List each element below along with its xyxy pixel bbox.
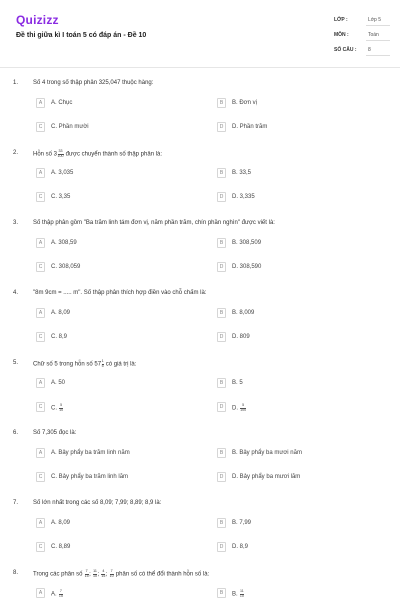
grade-underline [366,25,390,26]
question-count-value: 8 [368,47,371,53]
option-label: A. 308,59 [51,240,77,246]
option-label: A. 8,09 [51,310,71,316]
option-key-box[interactable]: A [36,98,45,108]
question-text-before: Hỗn số 3 [33,151,58,158]
option-key-box[interactable]: B [217,168,226,178]
question-number: 8. [13,570,19,576]
option-text [51,520,70,526]
question-fraction: $\frac{11}{10}$ [92,569,97,578]
option-text [51,590,63,598]
option-label: D. 3,335 [232,194,255,200]
option-label: B. [232,591,238,598]
option-key-box[interactable]: A [36,238,45,248]
option-key-box[interactable]: D [217,402,226,412]
option-text [51,334,67,340]
option-fraction: $\frac{11}{10}$ [239,589,244,598]
option-text [232,474,300,480]
option-label: A. 50 [51,380,66,386]
option-text [51,264,80,270]
question-text-after: có giá trị là: [104,361,137,368]
option-key-box[interactable]: C [36,332,45,342]
option-key-box[interactable]: C [36,192,45,202]
question-text: Trong các phân số $\frac{7}{15}$ ; $\frac{11}{10}$ ; $\frac{4}{15}$ ; $\frac{7}{10}$ phân số có thể đổi thành hỗn số là: [33,569,210,578]
option-text [232,450,302,456]
option-text [232,544,248,550]
option-text [232,590,244,598]
question-number: 5. [13,360,19,366]
option-text [51,380,65,386]
option-label: C. 308,059 [51,264,81,270]
option-key-box[interactable]: B [217,448,226,458]
option-text [232,520,251,526]
option-text [232,334,250,340]
option-key-box[interactable]: A [36,378,45,388]
question-text: "8m 9cm = ..... m". Số thập phân thích hợp điền vào chỗ chấm là: [33,290,207,296]
option-label: A. 8,09 [51,520,71,526]
option-text [232,194,255,200]
question-number: 4. [13,290,19,296]
option-text [232,100,257,106]
option-label: C. [51,405,57,412]
option-label: C. 8,9 [51,334,68,340]
option-label: B. 7,99 [232,520,252,526]
question-text-before: Trong các phân số [33,571,85,578]
option-label: D. Bảy phẩy ba mươi lăm [232,474,301,480]
option-label: B. Đơn vị [232,100,257,106]
option-text [51,310,70,316]
option-text [51,474,128,480]
option-key-box[interactable]: D [217,472,226,482]
grade-value: Lớp 5 [368,17,382,23]
option-key-box[interactable]: D [217,542,226,552]
question-fraction: $\frac{1}{5}$ [101,359,104,368]
option-label: A. 3,035 [51,170,74,176]
question-text [33,360,383,368]
page-title: Đề thi giữa kì I toán 5 có đáp án - Đề 10 [16,32,147,39]
option-label: B. Bảy phẩy ba mươi năm [232,450,302,456]
option-key-box[interactable]: B [217,98,226,108]
option-label: A. Bảy phẩy ba trăm linh năm [51,450,130,456]
option-key-box[interactable]: A [36,448,45,458]
option-fraction: $\frac{5}{100}$ [240,403,247,412]
question-text: Số thập phân gồm "Ba trăm linh tám đơn vị, năm phần trăm, chín phần nghìn" được viết là: [33,220,275,226]
option-label: C. Phần mười [51,124,89,130]
subject-value: Toán [368,32,379,38]
option-key-box[interactable]: C [36,472,45,482]
option-key-box[interactable]: D [217,122,226,132]
option-key-box[interactable]: D [217,332,226,342]
option-text [51,450,130,456]
option-text [51,404,64,412]
option-label: A. Chục [51,100,73,106]
option-key-box[interactable]: C [36,542,45,552]
option-text [51,544,70,550]
question-text: Số 4 trong số thập phân 325,047 thuộc hàng: [33,80,154,86]
option-text [232,170,251,176]
question-fraction: $\frac{7}{15}$ [84,569,89,578]
option-key-box[interactable]: C [36,122,45,132]
option-label: D. 308,590 [232,264,262,270]
option-key-box[interactable]: D [217,262,226,272]
option-label: B. 8,009 [232,310,255,316]
worksheet-header [0,0,400,68]
option-text [232,264,261,270]
option-key-box[interactable]: C [36,262,45,272]
question-text-before: Chữ số 5 trong hỗn số 57 [33,361,102,368]
question-count-underline [366,55,390,56]
question-number: 7. [13,500,19,506]
option-label: C. Bảy phẩy ba trăm linh lăm [51,474,129,480]
option-label: D. 809 [232,334,250,340]
question-count-label: SỐ CÂU : [334,47,357,53]
option-text [232,310,254,316]
option-text [51,194,70,200]
option-text [232,240,261,246]
question-number: 3. [13,220,19,226]
option-label: C. 3,35 [51,194,71,200]
option-label: A. [51,591,57,598]
option-label: B. 308,509 [232,240,262,246]
option-key-box[interactable]: A [36,168,45,178]
option-key-box[interactable]: D [217,192,226,202]
option-key-box[interactable]: A [36,588,45,598]
option-text [232,124,267,130]
option-key-box[interactable]: A [36,518,45,528]
option-key-box[interactable]: B [217,588,226,598]
option-key-box[interactable]: B [217,308,226,318]
question-number: 6. [13,430,19,436]
question-fraction: $\frac{33}{100}$ [57,149,64,158]
option-key-box[interactable]: A [36,308,45,318]
option-text [51,170,73,176]
question-text: Số 7,305 đọc là: [33,430,77,436]
option-label: C. 8,89 [51,544,71,550]
quizizz-logo[interactable]: Quizizz [16,13,59,27]
option-text [51,240,77,246]
question-fraction: $\frac{7}{10}$ [109,569,114,578]
option-key-box[interactable]: B [217,238,226,248]
option-label: D. 8,9 [232,544,249,550]
question-text-after: phân số có thể đổi thành hỗn số là: [114,571,210,578]
subject-label: MÔN : [334,32,349,38]
question-text [33,150,383,158]
option-key-box[interactable]: B [217,378,226,388]
question-text: Số lớn nhất trong các số 8,09; 7,99; 8,89; 8,9 là: [33,500,162,506]
option-text [232,404,247,412]
option-text [51,100,72,106]
question-text-after: được chuyển thành số thập phân là: [64,151,163,158]
question-fraction: $\frac{4}{15}$ [101,569,106,578]
option-label: D. Phần trăm [232,124,268,130]
option-fraction: $\frac{5}{10}$ [59,403,64,412]
option-key-box[interactable]: C [36,402,45,412]
option-text [51,124,89,130]
option-fraction: $\frac{7}{15}$ [58,589,63,598]
question-number: 2. [13,150,19,156]
subject-underline [366,40,390,41]
option-label: B. 33,5 [232,170,252,176]
option-key-box[interactable]: B [217,518,226,528]
grade-label: LỚP : [334,17,348,23]
option-label: D. [232,405,238,412]
option-label: B. 5 [232,380,243,386]
option-text [232,380,243,386]
question-number: 1. [13,80,19,86]
